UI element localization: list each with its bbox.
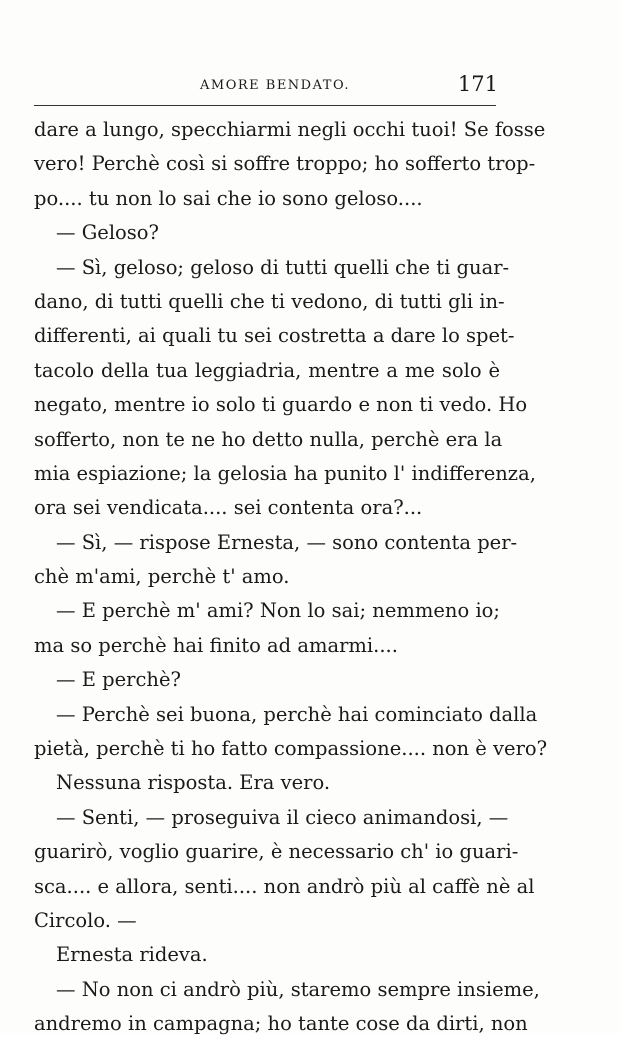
text-line: pietà, perchè ti ho fatto compassione.... non è vero? xyxy=(34,737,548,761)
text-line: — E perchè m' ami? Non lo sai; nemmeno io; xyxy=(56,599,500,623)
running-title: AMORE BENDATO. xyxy=(200,78,350,93)
text-line: dano, di tutti quelli che ti vedono, di tutti gli in- xyxy=(34,289,505,313)
text-line: ora sei vendicata.... sei contenta ora?... xyxy=(34,496,423,520)
text-line: — No non ci andrò più, staremo sempre insieme, xyxy=(56,977,540,1001)
text-line: chè m'ami, perchè t' amo. xyxy=(34,565,290,589)
text-line: — Sì, geloso; geloso di tutti quelli che ti guar- xyxy=(56,255,510,279)
text-line: — Senti, — proseguiva il cieco animandosi, — xyxy=(56,805,509,829)
text-line: ma so perchè hai finito ad amarmi.... xyxy=(34,633,398,657)
text-line: — E perchè? xyxy=(56,668,181,692)
text-line: po.... tu non lo sai che io sono geloso.... xyxy=(34,186,423,210)
body-text xyxy=(34,113,548,1042)
text-line: Ernesta rideva. xyxy=(56,943,208,967)
page-header xyxy=(34,72,500,102)
text-line: vero! Perchè così si soffre troppo; ho sofferto trop- xyxy=(34,152,536,176)
text-line: guarirò, voglio guarire, è necessario ch' io guari- xyxy=(34,840,519,864)
text-line: dare a lungo, specchiarmi negli occhi tuoi! Se fosse xyxy=(34,118,546,141)
text-line: — Sì, — rispose Ernesta, — sono contenta per- xyxy=(56,530,518,554)
text-line: Circolo. — xyxy=(34,908,137,932)
text-line: negato, mentre io solo ti guardo e non ti vedo. Ho xyxy=(34,393,528,417)
page-number: 171 xyxy=(457,72,498,96)
text-line: — Geloso? xyxy=(56,221,159,245)
text-line: mia espiazione; la gelosia ha punito l' indifferenza, xyxy=(34,461,536,485)
text-line: tacolo della tua leggiadria, mentre a me solo è xyxy=(34,358,500,382)
text-line: Nessuna risposta. Era vero. xyxy=(56,771,331,795)
header-rule xyxy=(34,105,496,106)
text-line: sofferto, non te ne ho detto nulla, perchè era la xyxy=(34,427,503,451)
text-line: sca.... e allora, senti.... non andrò più al caffè nè al xyxy=(34,874,535,898)
text-line: differenti, ai quali tu sei costretta a dare lo spet- xyxy=(34,324,515,348)
text-line: — Perchè sei buona, perchè hai cominciato dalla xyxy=(56,702,538,726)
text-line: andremo in campagna; ho tante cose da dirti, non xyxy=(34,1012,528,1036)
